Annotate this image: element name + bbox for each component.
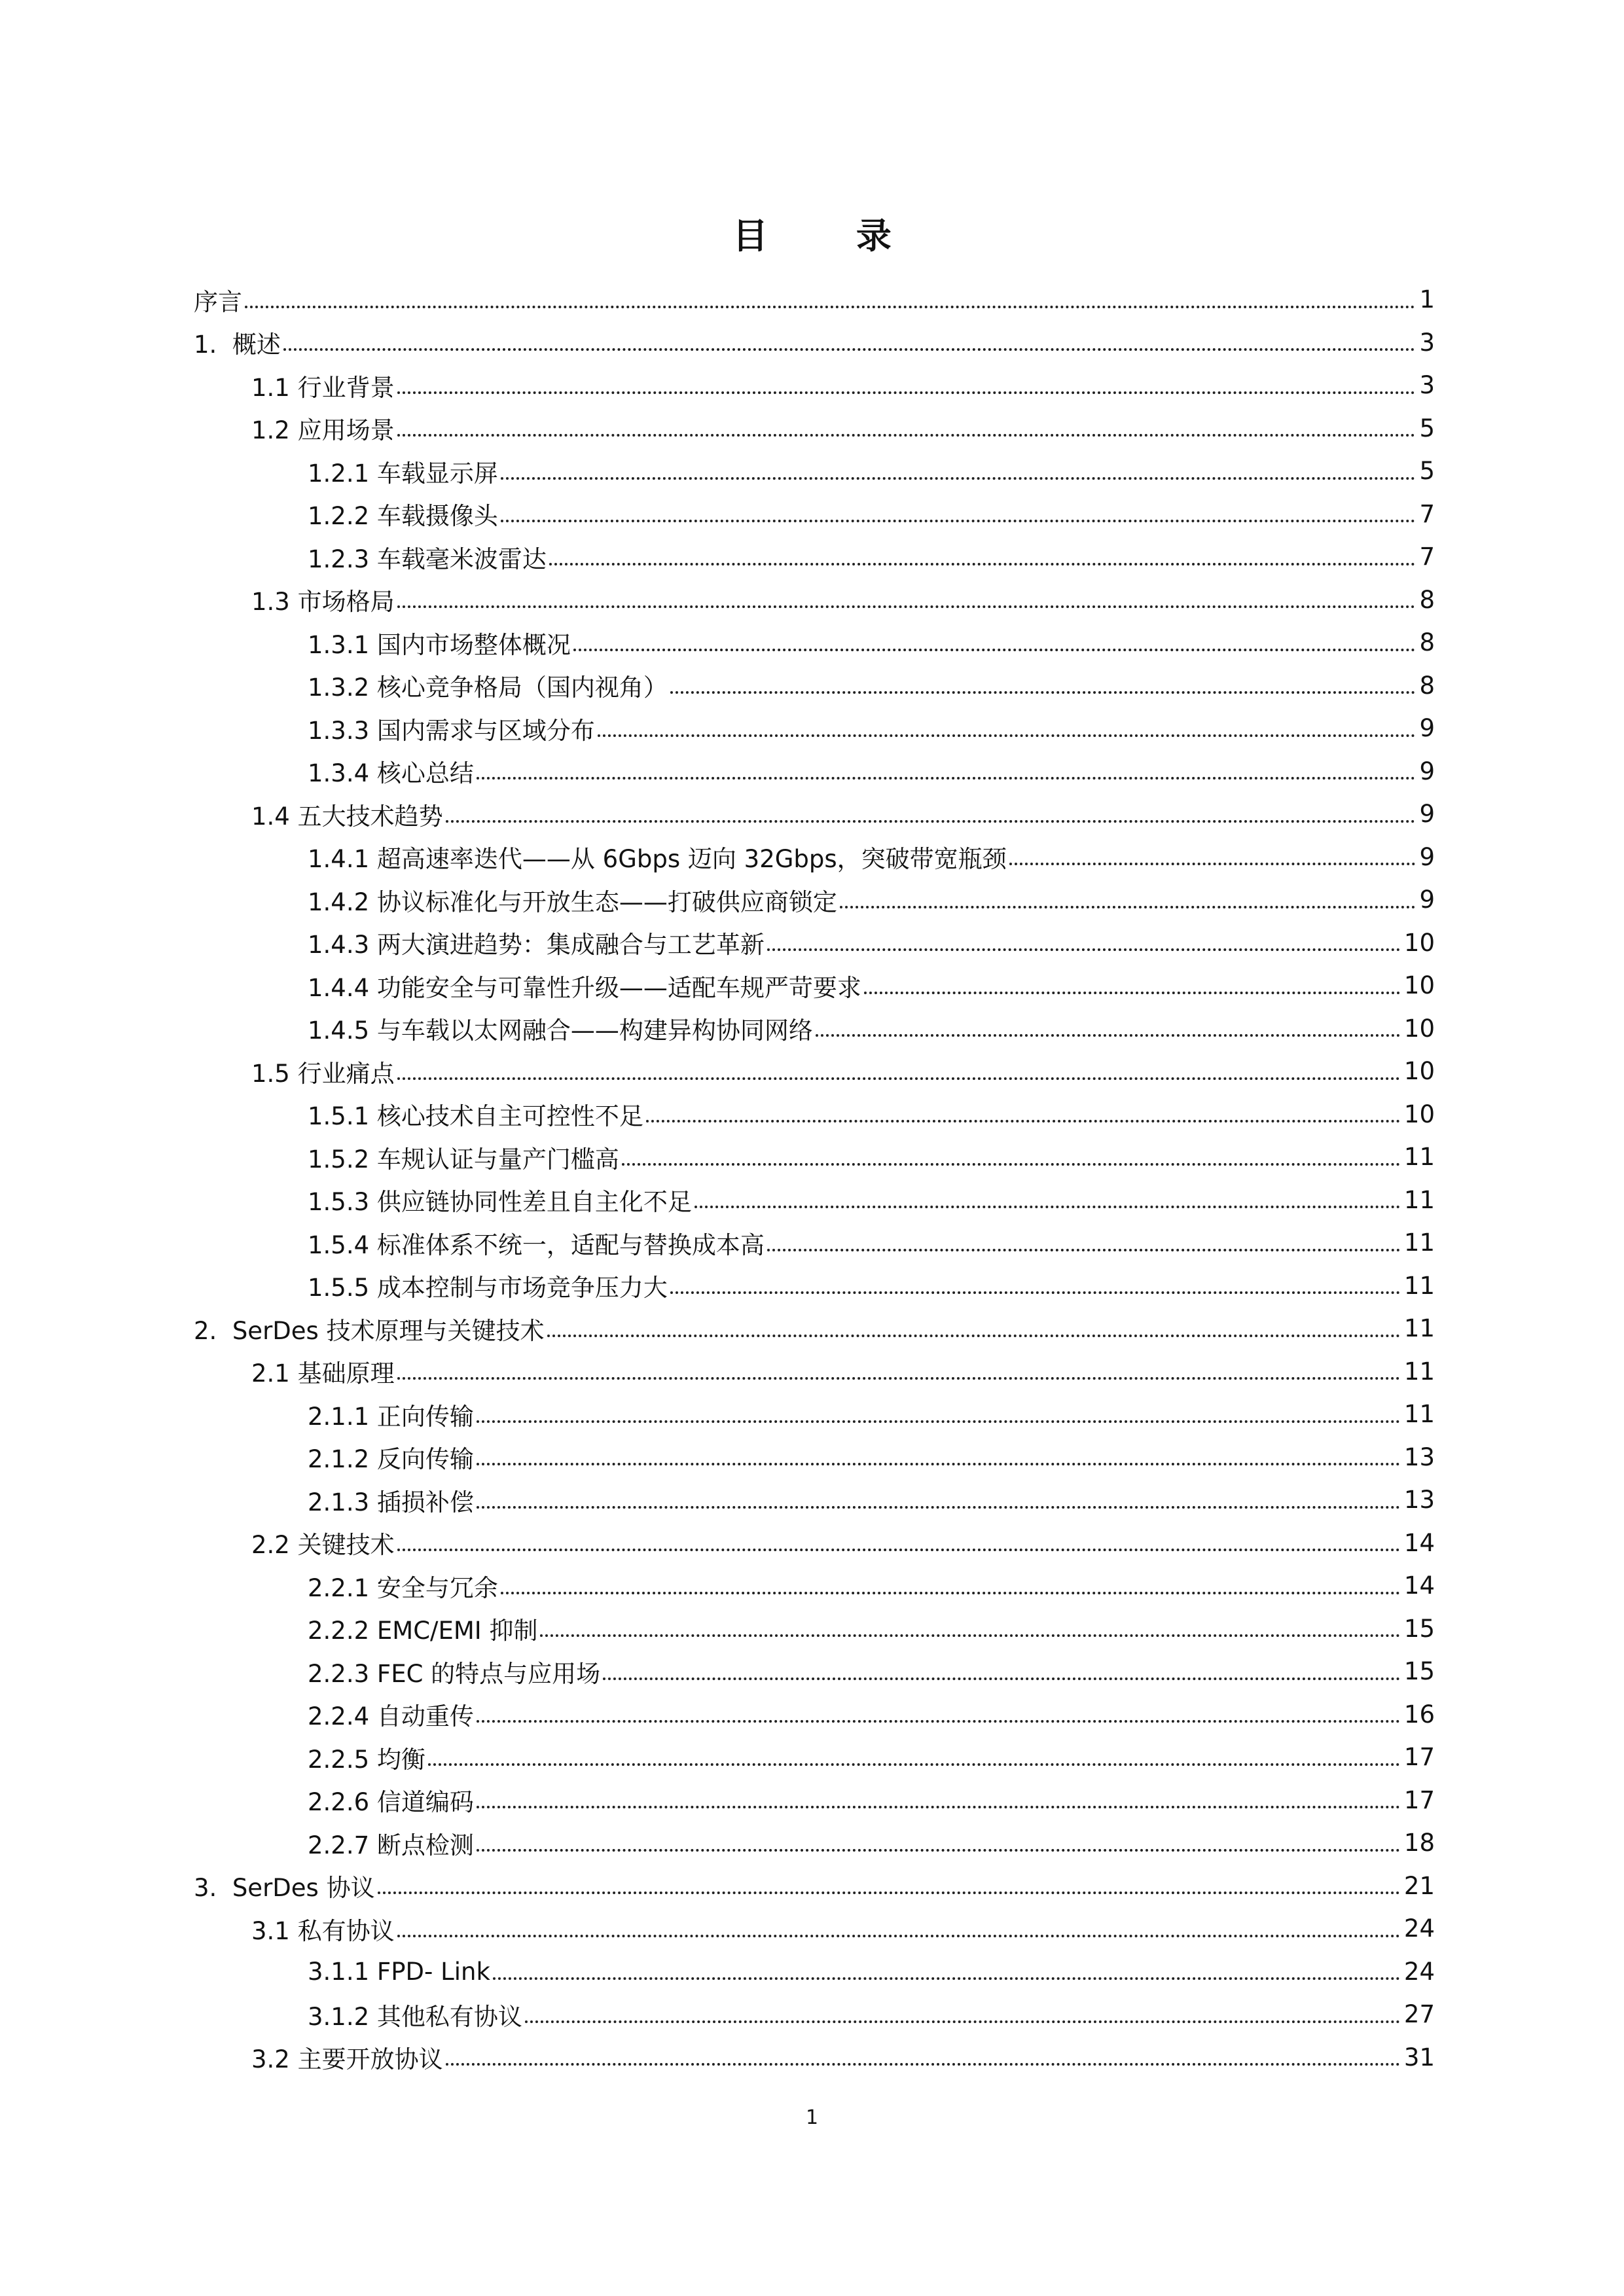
- toc-entry-page: 9: [1419, 886, 1435, 914]
- toc-entry-label: 1.5.5 成本控制与市场竞争压力大: [308, 1274, 668, 1302]
- toc-entry-label: 2.2.1 安全与冗余: [308, 1573, 498, 1602]
- toc-entry-page: 10: [1403, 1100, 1435, 1128]
- toc-entry[interactable]: [194, 964, 1435, 1007]
- toc-entry[interactable]: [194, 1050, 1435, 1093]
- page-number: 1: [805, 2106, 819, 2129]
- toc-entry-page: 31: [1403, 2043, 1435, 2072]
- toc-entry[interactable]: [194, 1393, 1435, 1436]
- toc-entry-page: 11: [1403, 1400, 1435, 1429]
- dot-leader: [864, 992, 1400, 994]
- toc-entry-label: 1.4.1 超高速率迭代——从 6Gbps 迈向 32Gbps，突破带宽瓶颈: [308, 845, 1007, 874]
- dot-leader: [477, 1506, 1400, 1509]
- dot-leader: [397, 1935, 1400, 1937]
- dot-leader: [622, 1163, 1400, 1166]
- dot-leader: [816, 1034, 1400, 1037]
- toc-entry[interactable]: [194, 1007, 1435, 1050]
- toc-entry-label: 2. SerDes 技术原理与关键技术: [194, 1316, 545, 1345]
- toc-entry[interactable]: [194, 1479, 1435, 1522]
- toc-entry-label: 1.4.5 与车载以太网融合——构建异构协同网络: [308, 1016, 813, 1045]
- dot-leader: [397, 1077, 1400, 1080]
- dot-leader: [525, 2020, 1400, 2023]
- toc-entry-page: 21: [1403, 1871, 1435, 1900]
- toc-entry-label: 2.2.7 断点检测: [308, 1831, 474, 1859]
- toc-entry[interactable]: [194, 1093, 1435, 1136]
- toc-entry-page: 10: [1403, 928, 1435, 957]
- toc-entry-label: 1.4.4 功能安全与可靠性升级——适配车规严苛要求: [308, 973, 861, 1002]
- toc-entry[interactable]: [194, 836, 1435, 879]
- toc-entry-page: 24: [1403, 1957, 1435, 1986]
- toc-entry-label: 3.1.1 FPD- Link: [308, 1957, 490, 1986]
- toc-entry-page: 11: [1403, 1185, 1435, 1214]
- toc-entry-page: 24: [1403, 1914, 1435, 1943]
- toc-entry-page: 9: [1419, 842, 1435, 871]
- toc-entry-page: 11: [1403, 1357, 1435, 1386]
- toc-entry-label: 2.2.4 自动重传: [308, 1702, 474, 1731]
- dot-leader: [670, 1291, 1400, 1294]
- toc-entry[interactable]: [194, 621, 1435, 664]
- toc-entry[interactable]: [194, 1221, 1435, 1265]
- dot-leader: [767, 1249, 1400, 1251]
- toc-entry-label: 2.2.3 FEC 的特点与应用场: [308, 1659, 601, 1688]
- dot-leader: [397, 1377, 1400, 1380]
- toc-entry[interactable]: [194, 793, 1435, 836]
- toc-entry-label: 1.5 行业痛点: [251, 1059, 395, 1088]
- toc-entry[interactable]: [194, 407, 1435, 450]
- toc-entry[interactable]: [194, 1436, 1435, 1479]
- toc-entry-label: 序言: [194, 287, 242, 316]
- toc-entry[interactable]: [194, 579, 1435, 622]
- toc-entry[interactable]: [194, 1779, 1435, 1822]
- dot-leader: [477, 1720, 1400, 1723]
- toc-entry-label: 1.5.2 车规认证与量产门槛高: [308, 1145, 619, 1174]
- dot-leader: [446, 2063, 1400, 2066]
- toc-entry-page: 9: [1419, 757, 1435, 785]
- toc-entry[interactable]: [194, 535, 1435, 579]
- toc-entry-label: 1.4.3 两大演进趋势：集成融合与工艺革新: [308, 931, 765, 960]
- toc-entry[interactable]: [194, 364, 1435, 407]
- dot-leader: [501, 1592, 1400, 1594]
- dot-leader: [245, 306, 1415, 308]
- toc-entry-label: 1.4 五大技术趋势: [251, 802, 443, 831]
- dot-leader: [397, 1549, 1400, 1551]
- toc-entry-label: 3.1 私有协议: [251, 1916, 395, 1945]
- dot-leader: [397, 605, 1416, 608]
- dot-leader: [397, 434, 1416, 437]
- toc-entry-label: 1.5.3 供应链协同性差且自主化不足: [308, 1188, 692, 1217]
- toc-entry-label: 2.2 关键技术: [251, 1531, 395, 1560]
- toc-entry-label: 1.2.1 车载显示屏: [308, 459, 498, 488]
- toc-entry-page: 9: [1419, 714, 1435, 743]
- toc-entry[interactable]: [194, 1821, 1435, 1865]
- toc-entry-page: 10: [1403, 1057, 1435, 1086]
- dot-leader: [501, 520, 1416, 522]
- toc-entry[interactable]: [194, 1265, 1435, 1308]
- toc-entry-label: 2.2.6 信道编码: [308, 1788, 474, 1817]
- toc-entry-page: 5: [1419, 414, 1435, 442]
- toc-entry-label: 1.5.1 核心技术自主可控性不足: [308, 1102, 643, 1131]
- toc-entry[interactable]: [194, 1993, 1435, 2036]
- toc-entry-label: 2.1.3 插损补偿: [308, 1488, 474, 1516]
- toc-entry-label: 2.1.2 反向传输: [308, 1445, 474, 1474]
- toc-entry-page: 8: [1419, 671, 1435, 700]
- toc-entry-page: 10: [1403, 1014, 1435, 1043]
- toc-entry[interactable]: [194, 1650, 1435, 1693]
- toc-entry[interactable]: [194, 1522, 1435, 1565]
- toc-entry[interactable]: [194, 1736, 1435, 1779]
- toc-entry-label: 3. SerDes 协议: [194, 1874, 375, 1903]
- toc-entry-label: 1.3.1 国内市场整体概况: [308, 630, 571, 659]
- toc-entry[interactable]: [194, 278, 1435, 321]
- toc-entry[interactable]: [194, 878, 1435, 922]
- toc-entry-page: 10: [1403, 971, 1435, 1000]
- dot-leader: [1009, 863, 1416, 865]
- toc-entry-label: 1.2 应用场景: [251, 416, 395, 445]
- toc-entry-page: 5: [1419, 457, 1435, 486]
- toc-entry[interactable]: [194, 450, 1435, 493]
- toc-entry[interactable]: [194, 664, 1435, 708]
- toc-entry-page: 11: [1403, 1229, 1435, 1257]
- toc-entry-label: 1.2.3 车载毫米波雷达: [308, 545, 547, 573]
- toc-entry-page: 14: [1403, 1571, 1435, 1600]
- dot-leader: [646, 1120, 1400, 1122]
- toc-entry-label: 2.1 基础原理: [251, 1359, 395, 1388]
- toc-entry-label: 2.1.1 正向传输: [308, 1402, 474, 1431]
- toc-entry[interactable]: [194, 1950, 1435, 1994]
- toc-entry-label: 3.2 主要开放协议: [251, 2045, 443, 2074]
- toc-title: 目 录: [732, 215, 929, 257]
- toc-entry-page: 17: [1403, 1785, 1435, 1814]
- toc-entry[interactable]: [194, 922, 1435, 965]
- toc-entry-page: 13: [1403, 1443, 1435, 1471]
- toc-entry-page: 17: [1403, 1743, 1435, 1772]
- toc-entry-page: 15: [1403, 1657, 1435, 1686]
- toc-entry[interactable]: [194, 750, 1435, 793]
- toc-entry-label: 3.1.2 其他私有协议: [308, 2002, 522, 2031]
- toc-entry[interactable]: [194, 1607, 1435, 1651]
- dot-leader: [767, 948, 1400, 951]
- toc-entry-page: 3: [1419, 371, 1435, 400]
- table-of-contents: [194, 278, 1435, 2079]
- dot-leader: [428, 1763, 1400, 1766]
- dot-leader: [477, 1420, 1400, 1423]
- dot-leader: [397, 391, 1416, 394]
- dot-leader: [378, 1892, 1400, 1894]
- toc-entry[interactable]: [194, 1179, 1435, 1222]
- toc-entry[interactable]: [194, 1907, 1435, 1950]
- toc-entry-page: 3: [1419, 328, 1435, 357]
- dot-leader: [670, 691, 1416, 694]
- toc-entry-label: 1.4.2 协议标准化与开放生态——打破供应商锁定: [308, 888, 837, 916]
- toc-entry[interactable]: [194, 1865, 1435, 1908]
- toc-entry[interactable]: [194, 2036, 1435, 2079]
- dot-leader: [573, 649, 1416, 651]
- toc-entry-page: 16: [1403, 1700, 1435, 1729]
- toc-entry[interactable]: [194, 707, 1435, 750]
- dot-leader: [477, 1806, 1400, 1808]
- toc-entry-page: 11: [1403, 1271, 1435, 1300]
- toc-entry-page: 8: [1419, 585, 1435, 614]
- toc-entry[interactable]: [194, 1564, 1435, 1607]
- toc-entry-label: 1.3.4 核心总结: [308, 759, 474, 788]
- toc-entry-label: 2.2.2 EMC/EMI 抑制: [308, 1617, 538, 1645]
- toc-entry-page: 8: [1419, 628, 1435, 657]
- dot-leader: [840, 906, 1416, 908]
- dot-leader: [477, 1849, 1400, 1852]
- toc-entry-page: 27: [1403, 2000, 1435, 2029]
- toc-entry-page: 18: [1403, 1829, 1435, 1857]
- dot-leader: [695, 1206, 1400, 1208]
- toc-entry-page: 13: [1403, 1486, 1435, 1515]
- toc-entry-page: 7: [1419, 499, 1435, 528]
- dot-leader: [501, 477, 1416, 480]
- dot-leader: [547, 1335, 1400, 1337]
- dot-leader: [603, 1677, 1400, 1680]
- toc-entry-page: 14: [1403, 1528, 1435, 1557]
- toc-entry[interactable]: [194, 1693, 1435, 1736]
- dot-leader: [493, 1977, 1400, 1980]
- dot-leader: [283, 348, 1416, 351]
- dot-leader: [446, 820, 1416, 823]
- toc-entry[interactable]: [194, 321, 1435, 365]
- toc-entry-page: 9: [1419, 800, 1435, 829]
- toc-entry-label: 1.1 行业背景: [251, 373, 395, 402]
- toc-entry-page: 7: [1419, 543, 1435, 571]
- toc-entry-label: 1.3.3 国内需求与区域分布: [308, 716, 595, 745]
- toc-entry-page: 11: [1403, 1314, 1435, 1343]
- toc-entry-page: 1: [1419, 285, 1435, 314]
- toc-entry[interactable]: [194, 493, 1435, 536]
- dot-leader: [477, 777, 1416, 780]
- toc-entry-page: 11: [1403, 1143, 1435, 1172]
- dot-leader: [598, 734, 1416, 737]
- toc-entry-label: 1.2.2 车载摄像头: [308, 502, 498, 531]
- toc-entry-label: 1.3 市场格局: [251, 588, 395, 617]
- toc-entry[interactable]: [194, 1350, 1435, 1393]
- toc-entry-page: 15: [1403, 1614, 1435, 1643]
- dot-leader: [540, 1634, 1399, 1637]
- toc-entry-label: 1.5.4 标准体系不统一，适配与替换成本高: [308, 1230, 765, 1259]
- dot-leader: [549, 563, 1416, 565]
- toc-entry[interactable]: [194, 1307, 1435, 1350]
- toc-entry[interactable]: [194, 1136, 1435, 1179]
- toc-entry-label: 2.2.5 均衡: [308, 1745, 425, 1774]
- dot-leader: [477, 1463, 1400, 1465]
- toc-entry-label: 1. 概述: [194, 331, 281, 359]
- toc-entry-label: 1.3.2 核心竞争格局（国内视角）: [308, 673, 668, 702]
